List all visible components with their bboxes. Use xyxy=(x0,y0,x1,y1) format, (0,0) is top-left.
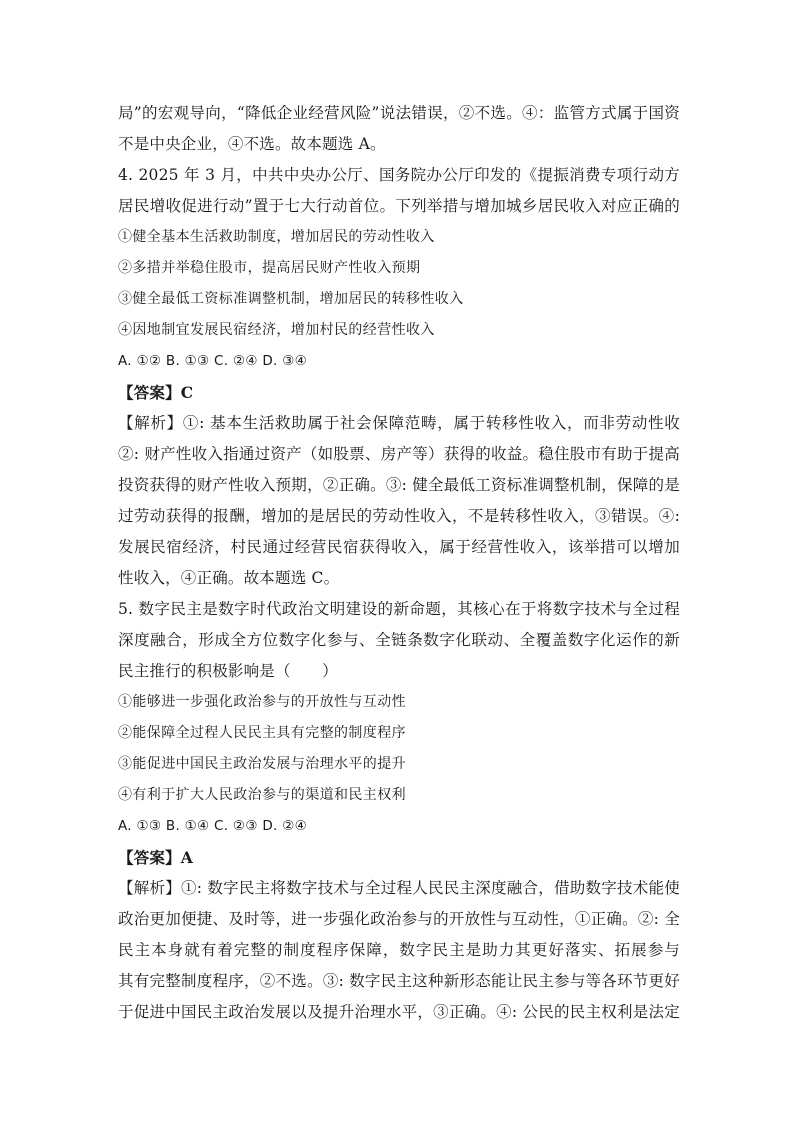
analysis-line: 【解析】①: 数字民主将数字技术与全过程人民民主深度融合，借助数字技术能使 xyxy=(118,879,680,897)
answer-key: 【答案】C xyxy=(118,383,194,402)
question-stem-line: 居民增收促进行动”置于七大行动首位。下列举措与增加城乡居民收入对应正确的 xyxy=(118,197,680,215)
question-option: ③能促进中国民主政治发展与治理水平的提升 xyxy=(118,756,406,772)
analysis xyxy=(118,408,680,594)
analysis-line: 政治更加便捷、及时等，进一步强化政治参与的开放性与互动性，①正确。②: 全 xyxy=(118,910,680,928)
question-option: ③健全最低工资标准调整机制，增加居民的转移性收入 xyxy=(118,291,464,307)
question-5 xyxy=(118,594,680,1028)
analysis xyxy=(118,873,680,1028)
analysis-line: 发展民宿经济，村民通过经营民宿获得收入，属于经营性收入，该举措可以增加 xyxy=(118,538,680,556)
analysis-line: 【解析】①: 基本生活救助属于社会保障范畴，属于转移性收入，而非劳动性收 xyxy=(118,414,680,432)
text-line: 不是中央企业，④不选。故本题选 A。 xyxy=(118,135,386,153)
analysis-line: 性收入，④正确。故本题选 C。 xyxy=(118,569,340,587)
document-page xyxy=(118,98,680,1028)
question-stem-line: 深度融合，形成全方位数字化参与、全链条数字化联动、全覆盖数字化运作的新 xyxy=(118,631,680,649)
question-option: ②多措并举稳住股市，提高居民财产性收入预期 xyxy=(118,260,421,276)
text-line: 局”的宏观导向，“降低企业经营风险”说法错误，②不选。④：监管方式属于国资 xyxy=(118,104,680,122)
analysis-line: 其有完整制度程序，②不选。③: 数字民主这种新形态能让民主参与等各环节更好 xyxy=(118,972,680,990)
question-option: ④因地制宜发展民宿经济，增加村民的经营性收入 xyxy=(118,322,435,338)
question-option: ①能够进一步强化政治参与的开放性与互动性 xyxy=(118,694,406,710)
question-stem-line: 5. 数字民主是数字时代政治文明建设的新命题，其核心在于将数字技术与全过程 xyxy=(118,600,680,618)
answer-key: 【答案】A xyxy=(118,848,194,867)
question-4 xyxy=(118,160,680,594)
analysis-line: 于促进中国民主政治发展以及提升治理水平，③正确。④: 公民的民主权利是法定 xyxy=(118,1003,680,1021)
analysis-line: 过劳动获得的报酬，增加的是居民的劳动性收入，不是转移性收入，③错误。④: xyxy=(118,507,680,525)
question-option: ②能保障全过程人民民主具有完整的制度程序 xyxy=(118,725,406,741)
question-stem-line: 民主推行的积极影响是（ ） xyxy=(118,662,338,680)
answer-choices: A. ①③ B. ①④ C. ②③ D. ②④ xyxy=(118,818,308,834)
question-option: ④有利于扩大人民政治参与的渠道和民主权利 xyxy=(118,787,406,803)
analysis-line: 投资获得的财产性收入预期，②正确。③: 健全最低工资标准调整机制，保障的是 xyxy=(118,476,680,494)
previous-analysis-continuation xyxy=(118,98,680,160)
answer-choices: A. ①② B. ①③ C. ②④ D. ③④ xyxy=(118,353,308,369)
analysis-line: 民主本身就有着完整的制度程序保障，数字民主是助力其更好落实、拓展参与 xyxy=(118,941,680,959)
analysis-line: ②: 财产性收入指通过资产（如股票、房产等）获得的收益。稳住股市有助于提高 xyxy=(118,445,680,463)
question-stem-line: 4. 2025 年 3 月，中共中央办公厅、国务院办公厅印发的《提振消费专项行动方 xyxy=(118,166,680,184)
question-option: ①健全基本生活救助制度，增加居民的劳动性收入 xyxy=(118,229,435,245)
